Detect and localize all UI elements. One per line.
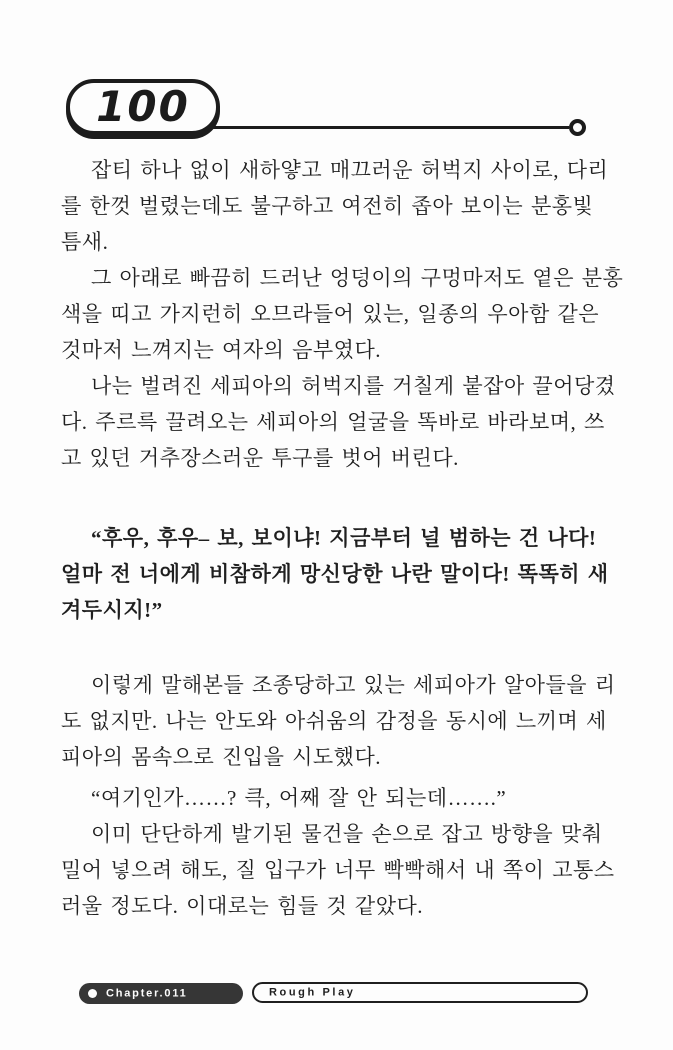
text-line: 틈새. xyxy=(61,230,109,254)
text-line: 도 없지만. 나는 안도와 아쉬움의 감정을 동시에 느끼며 세 xyxy=(61,709,607,733)
paragraph xyxy=(61,780,613,816)
text-line: 그 아래로 빠끔히 드러난 엉덩이의 구멍마저도 옅은 분홍 xyxy=(91,266,624,290)
text-line: 잡티 하나 없이 새하얗고 매끄러운 허벅지 사이로, 다리 xyxy=(91,158,609,182)
header-ring-icon xyxy=(569,119,586,136)
page-number-badge xyxy=(66,79,220,135)
text-line: 를 한껏 벌렸는데도 불구하고 여전히 좁아 보이는 분홍빛 xyxy=(61,194,594,218)
text-line: 얼마 전 너에게 비참하게 망신당한 나란 말이다! 똑똑히 새 xyxy=(61,562,609,586)
text-line: 밀어 넣으려 해도, 질 입구가 너무 빡빡해서 내 쪽이 고통스 xyxy=(61,858,615,882)
text-line: 다. 주르륵 끌려오는 세피아의 얼굴을 똑바로 바라보며, 쓰 xyxy=(61,410,605,434)
text-line: 나는 벌려진 세피아의 허벅지를 거칠게 붙잡아 끌어당겼 xyxy=(91,374,616,398)
text-block xyxy=(61,152,624,924)
text-line: “여기인가……? 큭, 어째 잘 안 되는데…….” xyxy=(91,786,507,810)
paragraph xyxy=(61,368,616,476)
dialogue-paragraph xyxy=(61,520,613,628)
text-line: 고 있던 거추장스러운 투구를 벗어 버린다. xyxy=(61,446,459,470)
chapter-badge xyxy=(79,983,243,1004)
text-line: 것마저 느껴지는 여자의 음부였다. xyxy=(61,338,382,362)
text-line: 색을 띠고 가지런히 오므라들어 있는, 일종의 우아함 같은 xyxy=(61,302,600,326)
paragraph xyxy=(61,152,613,260)
paragraph xyxy=(61,816,613,924)
text-line: 이렇게 말해본들 조종당하고 있는 세피아가 알아들을 리 xyxy=(91,673,616,697)
text-line: “후우, 후우– 보, 보이냐! 지금부터 널 범하는 건 나다! xyxy=(91,526,597,550)
bullet-dot-icon xyxy=(88,989,97,998)
chapter-label: Chapter.011 xyxy=(106,987,188,999)
text-line: 러울 정도다. 이대로는 힘들 것 같았다. xyxy=(61,894,424,918)
text-line: 피아의 몸속으로 진입을 시도했다. xyxy=(61,745,382,769)
paragraph xyxy=(61,260,624,368)
text-line: 겨두시지!” xyxy=(61,598,163,622)
page-number: 100 xyxy=(96,81,190,131)
section-label: Rough Play xyxy=(269,986,356,998)
paragraph xyxy=(61,667,616,775)
text-line: 이미 단단하게 발기된 물건을 손으로 잡고 방향을 맞춰 xyxy=(91,822,603,846)
header-rule xyxy=(205,126,569,129)
section-badge xyxy=(252,982,588,1003)
